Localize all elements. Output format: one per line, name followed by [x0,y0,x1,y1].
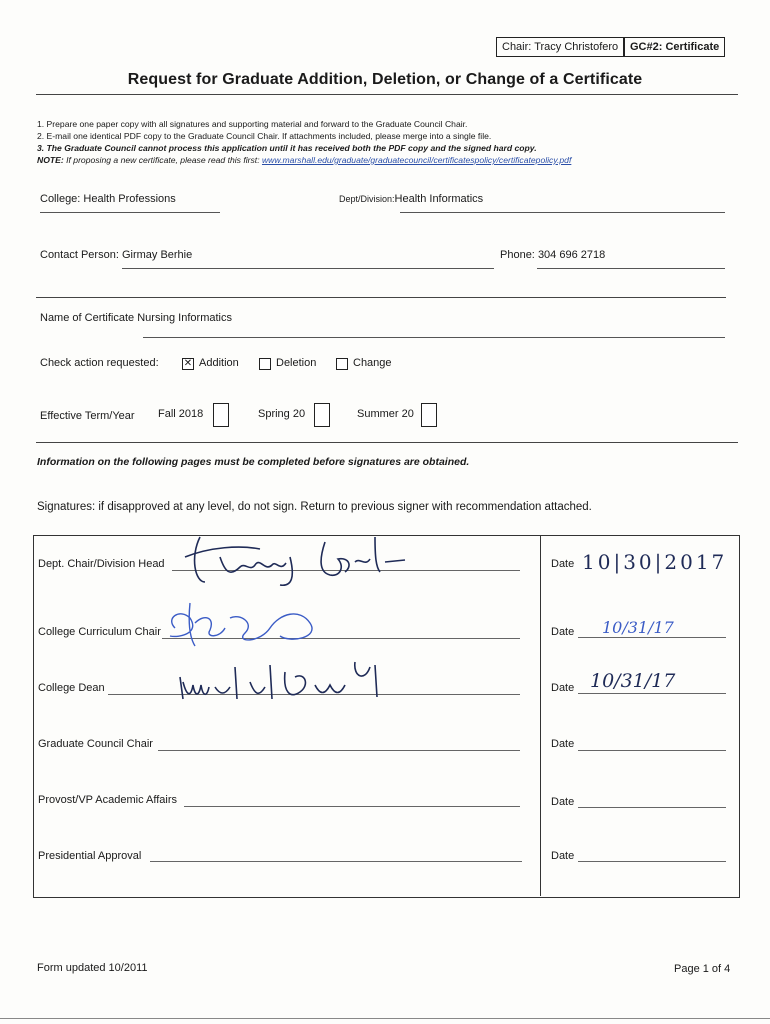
certificate-policy-link[interactable]: www.marshall.edu/graduate/graduatecouncil/certificatespolicy/certificatepolicy.pdf [261,155,572,165]
curriculum-chair-date-line[interactable] [578,637,726,638]
spring-checkbox[interactable] [314,403,330,427]
college-dean-date: 10/31/17 [590,670,676,692]
term-label: Effective Term/Year [40,410,135,422]
contact-field [40,249,192,261]
dept-underline [400,212,725,213]
provost-signature-line[interactable] [184,806,520,807]
fall-label: Fall 2018 [158,408,204,420]
note-prefix: NOTE: [37,155,64,165]
contact-underline [122,268,494,269]
college-dean-date-line[interactable] [578,693,726,694]
form-title: Request for Graduate Addition, Deletion, or Change of a Certificate [127,71,643,88]
presidential-date-line[interactable] [578,861,726,862]
dept-chair-date-label: Date [551,558,575,570]
spring-label: Spring 20 [258,408,306,420]
college-underline [40,212,220,213]
chair-tag: Chair: Tracy Christofero [496,37,624,57]
presidential-date-label: Date [551,850,575,862]
summer-label: Summer 20 [357,408,414,420]
signature-table [33,535,740,898]
college-value: Health Professions [83,193,176,205]
dept-label: Dept/Division: [339,194,395,204]
deletion-label: Deletion [276,357,317,369]
curriculum-chair-date-label: Date [551,626,575,638]
dept-chair-date: 10|30|2017 [582,550,728,574]
signature-date-divider [540,535,541,896]
provost-date-line[interactable] [578,807,726,808]
certificate-value: Nursing Informatics [137,312,232,324]
instruction-note [37,155,571,166]
dept-chair-signature [180,527,410,587]
college-dean-label: College Dean [38,682,105,694]
phone-value: 304 696 2718 [537,249,606,261]
change-label: Change [353,357,392,369]
grad-council-chair-signature-line[interactable] [158,750,520,751]
phone-field [500,249,605,261]
summer-checkbox[interactable] [421,403,437,427]
gc-tag: GC#2: Certificate [624,37,725,57]
page-number: Page 1 of 4 [674,963,731,975]
phone-underline [537,268,725,269]
provost-date-label: Date [551,796,575,808]
grad-council-chair-date-line[interactable] [578,750,726,751]
dept-chair-label: Dept. Chair/Division Head [38,558,165,570]
curriculum-chair-label: College Curriculum Chair [38,626,161,638]
info-note: Information on the following pages must be completed before signatures are obtained. [37,456,470,468]
signatures-note: Signatures: if disapproved at any level, do not sign. Return to previous signer with recommendation attached. [37,501,592,513]
scan-edge [0,1018,770,1019]
instruction-1: 1. Prepare one paper copy with all signatures and supporting material and forward to the Graduate Council Chair. [37,119,468,129]
presidential-approval-label: Presidential Approval [38,850,142,862]
dept-value: Health Informatics [394,193,484,205]
contact-value: Girmay Berhie [121,249,193,261]
change-checkbox[interactable] [336,358,348,370]
college-dean-date-label: Date [551,682,575,694]
deletion-checkbox[interactable] [259,358,271,370]
dept-field [339,193,483,205]
grad-council-chair-label: Graduate Council Chair [38,738,153,750]
addition-checkbox[interactable]: ✕ [183,358,193,369]
instruction-3: 3. The Graduate Council cannot process this application until it has received both the PDF copy and the signed hard copy. [37,143,537,153]
college-dean-signature [175,657,395,702]
grad-council-chair-date-label: Date [551,738,575,750]
action-label: Check action requested: [40,357,159,369]
certificate-label: Name of Certificate [40,312,135,324]
phone-label: Phone: [500,249,535,261]
section-rule-2 [36,442,738,443]
curriculum-chair-signature [160,598,330,648]
note-text: If proposing a new certificate, please read this first: [63,155,262,165]
provost-label: Provost/VP Academic Affairs [38,794,177,806]
section-rule-1 [36,297,726,298]
fall-checkbox[interactable] [213,403,229,427]
title-rule [36,94,738,95]
curriculum-chair-date: 10/31/17 [602,618,674,637]
certificate-field [40,312,232,324]
form-updated: Form updated 10/2011 [37,962,148,974]
certificate-underline [143,337,725,338]
instruction-2: 2. E-mail one identical PDF copy to the Graduate Council Chair. If attachments included, please merge into a single file. [37,131,492,141]
presidential-signature-line[interactable] [150,861,522,862]
college-label: College: [40,193,81,205]
contact-label: Contact Person: [40,249,119,261]
addition-label: Addition [199,357,239,369]
college-field [40,193,176,205]
